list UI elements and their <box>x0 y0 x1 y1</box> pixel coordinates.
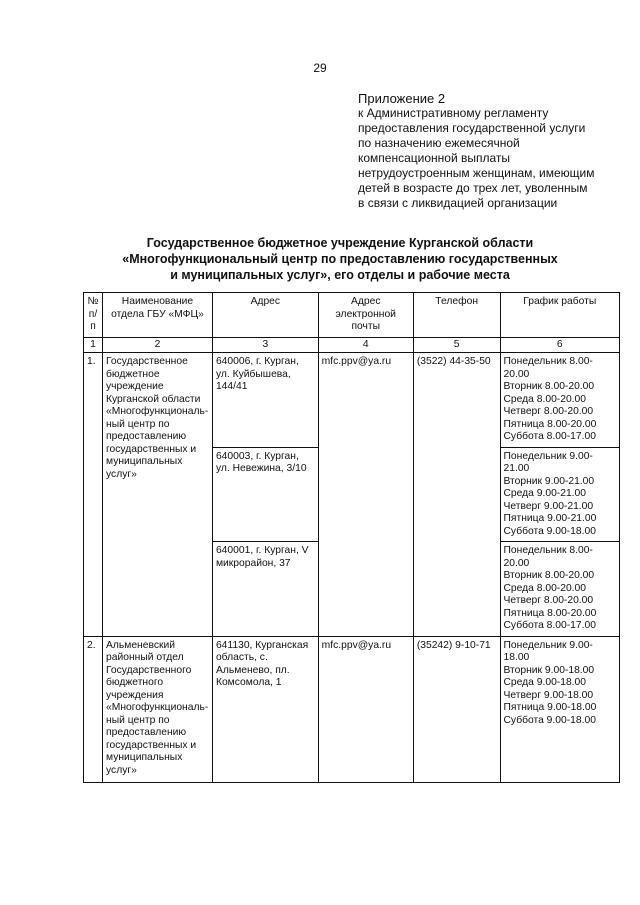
schedule-line: Четверг 8.00-20.00 <box>503 406 594 417</box>
schedule-cell <box>500 542 620 637</box>
schedule-line: Понедельник 9.00-21.00 <box>503 450 593 474</box>
schedule-line: Суббота 8.00-17.00 <box>503 620 596 631</box>
office-email: mfc.ppv@ya.ru <box>318 636 413 782</box>
schedule-line: Пятница 8.00-20.00 <box>503 607 597 619</box>
table-row <box>84 636 620 782</box>
header-cell: Адрес электронной почты <box>318 293 413 338</box>
schedule-line: Четверг 9.00-18.00 <box>503 689 594 701</box>
offices-table <box>83 292 620 783</box>
title-line: и муниципальных услуг», его отделы и рабочие места <box>170 268 510 282</box>
title-line: «Многофункциональный центр по предоставлению государственных <box>122 252 558 266</box>
office-phone: (3522) 44-35-50 <box>413 353 500 637</box>
schedule-line: Четверг 9.00-21.00 <box>503 500 594 512</box>
schedule-line: Пятница 8.00-20.00 <box>503 418 597 430</box>
header-cell: Адрес <box>212 293 318 338</box>
appendix-block <box>358 91 618 211</box>
appendix-line: детей в возрасте до трех лет, уволенным <box>358 181 588 195</box>
schedule-cell <box>500 353 620 448</box>
column-number-row <box>84 337 620 353</box>
schedule-line: Понедельник 9.00-18.00 <box>503 639 593 663</box>
schedule-line: Среда 9.00-18.00 <box>503 677 586 688</box>
table-header-row <box>84 293 620 338</box>
office-phone: (35242) 9-10-71 <box>413 636 500 782</box>
schedule-line: Суббота 9.00-18.00 <box>503 525 596 537</box>
office-name: Альменевский районный отдел Государственного бюджетного учреждения «Многофункциональ-ный центр по предоставлению государственных и муниципальных услуг» <box>103 636 213 782</box>
row-number: 1. <box>84 353 103 637</box>
office-email: mfc.ppv@ya.ru <box>318 353 413 637</box>
schedule-line: Пятница 9.00-21.00 <box>503 513 597 524</box>
appendix-line: предоставления государственной услуги <box>358 121 586 135</box>
schedule-line: Понедельник 8.00-20.00 <box>503 356 593 380</box>
office-address: 640006, г. Курган, ул. Куйбышева, 144/41 <box>212 353 318 448</box>
header-cell: Наименование отдела ГБУ «МФЦ» <box>103 293 213 338</box>
schedule-line: Вторник 8.00-20.00 <box>503 570 595 581</box>
appendix-line: в связи с ликвидацией организации <box>358 196 558 210</box>
column-number: 5 <box>413 337 500 353</box>
title-line: Государственное бюджетное учреждение Курганской области <box>146 236 534 250</box>
schedule-cell <box>500 447 620 542</box>
schedule-line: Суббота 8.00-17.00 <box>503 431 596 442</box>
schedule-line: Вторник 8.00-20.00 <box>503 381 595 392</box>
appendix-line: нетрудоустроенным женщинам, имеющим <box>358 166 595 180</box>
appendix-line: Приложение 2 <box>358 91 446 106</box>
column-number: 3 <box>212 337 318 353</box>
office-address: 641130, Курганская область, с. Альменево, пл. Комсомола, 1 <box>212 636 318 782</box>
column-number: 2 <box>103 337 213 353</box>
schedule-line: Вторник 9.00-18.00 <box>503 664 595 676</box>
office-address: 640003, г. Курган, ул. Невежина, 3/10 <box>212 447 318 542</box>
header-cell: № п/п <box>84 293 103 338</box>
appendix-line: к Административному регламенту <box>358 106 549 120</box>
schedule-line: Суббота 9.00-18.00 <box>503 714 596 726</box>
table-row <box>84 353 620 448</box>
document-title <box>0 235 640 283</box>
column-number: 1 <box>84 337 103 353</box>
column-number: 6 <box>500 337 620 353</box>
schedule-line: Понедельник 8.00-20.00 <box>503 545 593 569</box>
schedule-line: Четверг 8.00-20.00 <box>503 595 594 606</box>
appendix-line: по назначению ежемесячной <box>358 136 520 150</box>
header-cell: График работы <box>500 293 620 338</box>
schedule-line: Среда 8.00-20.00 <box>503 393 586 405</box>
appendix-line: компенсационной выплаты <box>358 151 511 165</box>
schedule-cell <box>500 636 620 782</box>
header-cell: Телефон <box>413 293 500 338</box>
page-number: 29 <box>313 61 327 75</box>
row-number: 2. <box>84 636 103 782</box>
office-name: Государственное бюджетное учреждение Курганской области «Многофункциональ-ный центр по предоставлению государственных и муниципальных услуг» <box>103 353 213 637</box>
schedule-line: Вторник 9.00-21.00 <box>503 475 595 487</box>
office-address: 640001, г. Курган, V микрорайон, 37 <box>212 542 318 637</box>
schedule-line: Среда 9.00-21.00 <box>503 488 586 499</box>
schedule-line: Пятница 9.00-18.00 <box>503 702 597 713</box>
column-number: 4 <box>318 337 413 353</box>
schedule-line: Среда 8.00-20.00 <box>503 582 586 594</box>
